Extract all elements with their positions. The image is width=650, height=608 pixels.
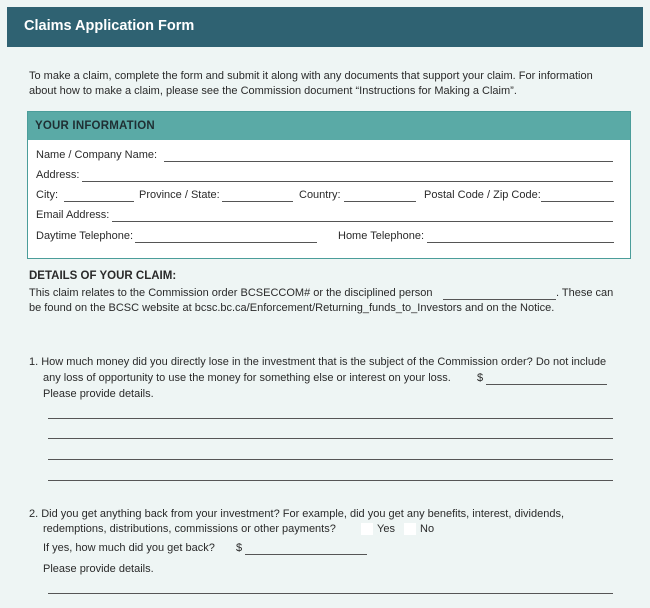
question-1-details-line[interactable] (48, 459, 613, 460)
postal-code-field[interactable] (541, 201, 614, 202)
claim-relates-text: This claim relates to the Commission order BCSECCOM# or the disciplined person (29, 287, 433, 299)
question-1-details-label: Please provide details. (43, 388, 154, 400)
intro-text-line1: To make a claim, complete the form and submit it along with any documents that support your claim. For information (29, 70, 593, 82)
name-label: Name / Company Name: (36, 149, 158, 161)
disciplined-person-field[interactable] (443, 299, 556, 300)
address-field[interactable] (82, 181, 613, 182)
city-label: City: (36, 189, 58, 201)
question-1-amount-field[interactable] (486, 384, 607, 385)
question-2-details-line[interactable] (48, 593, 613, 594)
question-1-details-line[interactable] (48, 418, 613, 419)
claim-relates-text-end: . These can (556, 287, 614, 299)
intro-text-line2: about how to make a claim, please see the Commission document “Instructions for Making a Claim”. (29, 85, 517, 97)
province-label: Province / State: (139, 189, 220, 201)
address-label: Address: (36, 169, 80, 181)
your-information-heading: YOUR INFORMATION (35, 120, 155, 132)
question-2-details-label: Please provide details. (43, 563, 154, 575)
postal-code-label: Postal Code / Zip Code: (424, 189, 541, 201)
country-field[interactable] (344, 201, 416, 202)
yes-checkbox[interactable] (361, 523, 373, 535)
question-1-line1: 1. How much money did you directly lose in the investment that is the subject of the Commission order? Do not include (29, 356, 607, 368)
form-header (7, 7, 643, 47)
claim-website-text: be found on the BCSC website at bcsc.bc.ca/Enforcement/Returning_funds_to_Investors and on the Notice. (29, 302, 555, 314)
your-information-header (28, 112, 630, 140)
question-2-line2: redemptions, distributions, commissions or other payments? (43, 523, 336, 535)
no-label: No (420, 523, 435, 535)
question-2-if-yes-label: If yes, how much did you get back? (43, 542, 215, 554)
question-2-line1: 2. Did you get anything back from your investment? For example, did you get any benefits, interest, dividends, (29, 508, 565, 520)
email-label: Email Address: (36, 209, 110, 221)
home-telephone-label: Home Telephone: (338, 230, 425, 242)
question-1-details-line[interactable] (48, 480, 613, 481)
email-field[interactable] (112, 221, 613, 222)
no-checkbox[interactable] (404, 523, 416, 535)
question-1-line2: any loss of opportunity to use the money for something else or interest on your loss. (43, 372, 451, 384)
daytime-telephone-label: Daytime Telephone: (36, 230, 134, 242)
question-1-details-line[interactable] (48, 438, 613, 439)
form-title: Claims Application Form (24, 18, 195, 34)
daytime-telephone-field[interactable] (135, 242, 317, 243)
question-1-dollar-sign: $ (477, 372, 484, 384)
city-field[interactable] (64, 201, 134, 202)
province-field[interactable] (222, 201, 293, 202)
claim-details-heading: DETAILS OF YOUR CLAIM: (29, 270, 177, 282)
question-2-amount-field[interactable] (245, 554, 367, 555)
home-telephone-field[interactable] (427, 242, 614, 243)
country-label: Country: (299, 189, 341, 201)
yes-label: Yes (377, 523, 395, 535)
question-2-dollar-sign: $ (236, 542, 243, 554)
name-field[interactable] (164, 161, 613, 162)
